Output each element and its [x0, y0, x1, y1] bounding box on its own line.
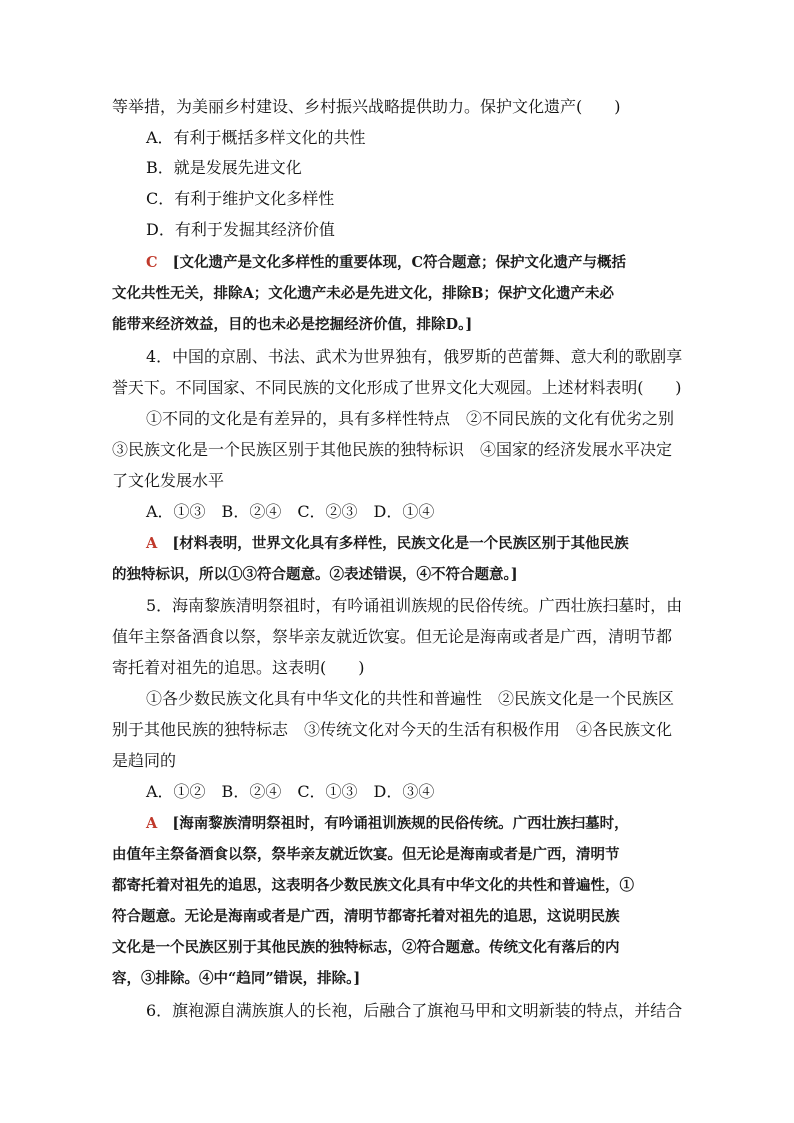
- q5-answer: [146, 813, 629, 835]
- q5-choices: A．①② B．②④ C．①③ D．③④: [146, 782, 435, 801]
- q3-option-a: A．有利于概括多样文化的共性: [146, 128, 366, 147]
- q5-stem-line: 5．海南黎族清明祭祖时，有吟诵祖训族规的民俗传统。广西壮族扫墓时，由: [146, 596, 683, 615]
- q5-answer-letter: A: [146, 815, 158, 832]
- q3-answer: [146, 252, 626, 274]
- q5-explanation-line: [海南黎族清明祭祖时，有吟诵祖训族规的民俗传统。广西壮族扫墓时，: [172, 815, 629, 832]
- q4-choices: A．①③ B．②④ C．②③ D．①④: [146, 502, 435, 521]
- q4-stem-line: 誉天下。不同国家、不同民族的文化形成了世界文化大观园。上述材料表明( ): [112, 378, 682, 397]
- q5-explanation-line: 符合题意。无论是海南或者是广西，清明节都寄托着对祖先的追思，这说明民族: [112, 908, 620, 925]
- q4-explanation-line: [材料表明，世界文化具有多样性，民族文化是一个民族区别于其他民族: [172, 535, 629, 552]
- q5-explanation-line: 由值年主祭备酒食以祭，祭毕亲友就近饮宴。但无论是海南或者是广西，清明节: [112, 846, 620, 863]
- q3-explanation-line: [文化遗产是文化多样性的重要体现，C符合题意；保护文化遗产与概括: [172, 254, 627, 271]
- q6-stem-line: 6．旗袍源自满族旗人的长袍，后融合了旗袍马甲和文明新装的特点，并结合: [146, 1001, 683, 1020]
- q3-option-c: C．有利于维护文化多样性: [146, 189, 335, 208]
- q3-explanation-line: 能带来经济效益，目的也未必是挖掘经济价值，排除D。]: [112, 316, 473, 333]
- q4-stem-line: 4．中国的京剧、书法、武术为世界独有，俄罗斯的芭蕾舞、意大利的歌剧享: [146, 347, 683, 366]
- q5-explanation-line: 都寄托着对祖先的追思，这表明各少数民族文化具有中华文化的共性和普遍性，①: [112, 877, 634, 894]
- q4-explanation-line: 的独特标识，所以①③符合题意。②表述错误，④不符合题意。]: [112, 566, 518, 583]
- q4-answer-letter: A: [146, 535, 158, 552]
- q4-statement-line: 了文化发展水平: [112, 471, 225, 490]
- q5-statement-line: ①各少数民族文化具有中华文化的共性和普遍性 ②民族文化是一个民族区: [146, 689, 675, 708]
- intro-line: 等举措，为美丽乡村建设、乡村振兴战略提供助力。保护文化遗产( ): [112, 97, 621, 116]
- q5-explanation-line: 文化是一个民族区别于其他民族的独特标志，②符合题意。传统文化有落后的内: [112, 939, 620, 956]
- q3-option-b: B．就是发展先进文化: [146, 158, 302, 177]
- q3-explanation-line: 文化共性无关，排除A；文化遗产未必是先进文化，排除B；保护文化遗产未必: [112, 285, 615, 302]
- q4-statement-line: ③民族文化是一个民族区别于其他民族的独特标识 ④国家的经济发展水平决定: [112, 440, 673, 459]
- q3-option-d: D．有利于发掘其经济价值: [146, 220, 335, 239]
- q5-stem-line: 寄托着对祖先的追思。这表明( ): [112, 658, 365, 677]
- q5-stem-line: 值年主祭备酒食以祭，祭毕亲友就近饮宴。但无论是海南或者是广西，清明节都: [112, 627, 673, 646]
- q3-answer-letter: C: [146, 254, 158, 271]
- q5-statement-line: 是趋同的: [112, 751, 177, 770]
- q5-statement-line: 别于其他民族的独特标志 ③传统文化对今天的生活有积极作用 ④各民族文化: [112, 720, 673, 739]
- q4-statement-line: ①不同的文化是有差异的，具有多样性特点 ②不同民族的文化有优劣之别: [146, 409, 675, 428]
- q4-answer: [146, 533, 629, 555]
- q5-explanation-line: 容，③排除。④中“趋同”错误，排除。]: [112, 970, 361, 987]
